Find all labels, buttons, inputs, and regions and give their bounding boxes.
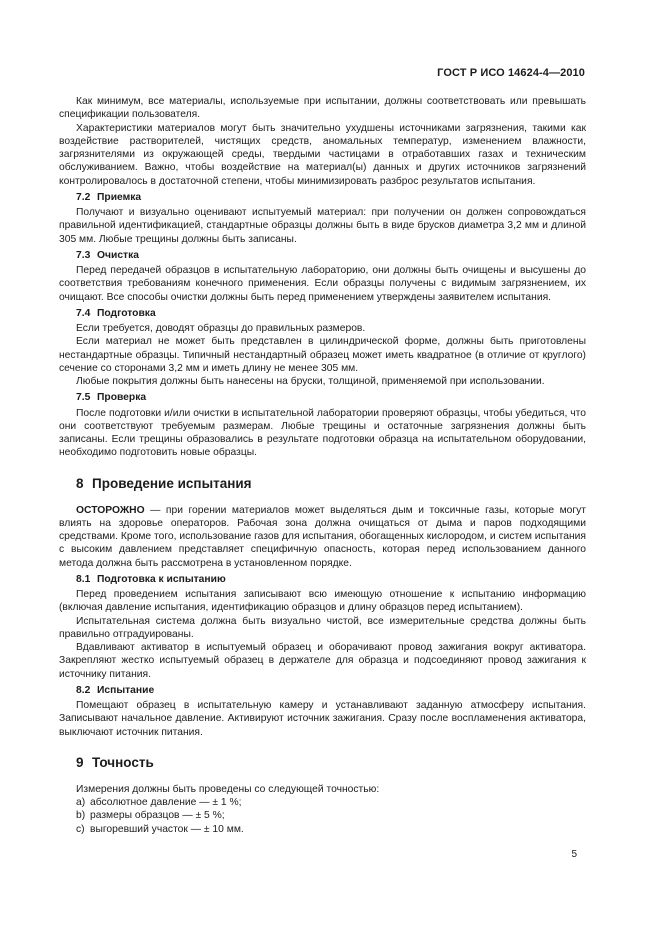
paragraph: Любые покрытия должны быть нанесены на бруски, толщиной, применяемой при использовании. [76, 376, 545, 387]
list-item [76, 809, 586, 822]
subsection-number: 8.1 [76, 573, 91, 585]
subsection-title: Проверка [97, 392, 147, 404]
paragraph: Получают и визуально оценивают испытуемый материал: при получении он должен сопровождаться правильной идентификацией, стандартные образцы должны быть в виде брусков диаметра 3,2 мм и длиной 305 мм. Любые трещины должны быть записаны. [59, 207, 586, 245]
paragraph: Испытательная система должна быть визуально чистой, все измерительные средства должны быть правильно отградуированы. [59, 615, 586, 640]
list-item-text: абсолютное давление — ± 1 %; [90, 797, 242, 808]
document-body [59, 95, 586, 836]
list-marker: a) [76, 797, 86, 808]
subsection-title: Испытание [97, 684, 155, 696]
subsection-number: 7.3 [76, 249, 91, 261]
paragraph: Характеристики материалов могут быть значительно ухудшены источниками загрязнения, такими как воздействие растворителей, чистящих средств, аномальных температур, изменением влажности, загрязнителями из окружающей среды, твердыми частицами в отработавших газах и техническим обслуживанием. Важно, чтобы воздействие на материал(ы) данных и других источников загрязнений контролировалось в достаточной степени, чтобы минимизировать разброс результатов испытания. [59, 122, 586, 187]
subsection-heading-8-2 [76, 684, 586, 697]
list-item-text: размеры образцов — ± 5 %; [90, 810, 225, 822]
paragraph: Если требуется, доводят образцы до правильных размеров. [76, 323, 366, 334]
paragraph: Измерения должны быть проведены со следующей точностью: [76, 783, 380, 795]
subsection-title: Приемка [97, 191, 142, 203]
paragraph: Перед передачей образцов в испытательную лабораторию, они должны быть очищены и высушены до соответствия требованиям конечного применения. Если образцы получены с видимым загрязнением, их очищают. Все способы очистки должны быть перед применением утверждены заявителем испытания. [59, 265, 586, 303]
subsection-title: Подготовка [97, 307, 156, 319]
subsection-number: 7.5 [76, 392, 91, 404]
list-item [76, 823, 586, 836]
subsection-heading-7-2 [76, 191, 586, 204]
paragraph: Перед проведением испытания записывают всю имеющую отношение к испытанию информацию (включая давление испытания, идентификацию образцов и длину образцов перед испытанием). [59, 589, 586, 614]
section-heading-9 [76, 755, 586, 771]
section-title: Проведение испытания [92, 475, 252, 491]
subsection-heading-7-5 [76, 391, 586, 404]
page-number: 5 [571, 849, 577, 860]
accuracy-list [59, 796, 586, 836]
subsection-title: Очистка [97, 249, 139, 261]
paragraph: Если материал не может быть представлен в цилиндрической форме, должны быть приготовлены нестандартные образцы. Типичный нестандартный образец может иметь квадратное (в отличие от круглого) сечение со сторонами 3,2 мм и иметь длину не менее 305 мм. [59, 336, 586, 374]
subsection-heading-8-1 [76, 573, 586, 586]
subsection-heading-7-4 [76, 307, 586, 320]
warning-label: ОСТОРОЖНО [76, 504, 145, 516]
subsection-number: 7.2 [76, 191, 91, 203]
list-item-text: выгоревший участок — ± 10 мм. [90, 823, 244, 835]
list-item [76, 796, 586, 809]
paragraph: Как минимум, все материалы, используемые при испытании, должны соответствовать или превышать спецификации пользователя. [59, 96, 586, 121]
warning-text: — при горении материалов может выделяться дым и токсичные газы, которые могут влиять на здоровье операторов. Рабочая зона должна очищаться от дыма и паров подходящими средствами. Кроме того, использование газов для испытания, обогащенных кислородом, и систем испытания с высоким давлением представляет специфичную опасность, которая перед использованием данного метода должна быть рассмотрена в установленном порядке. [59, 504, 586, 569]
subsection-heading-7-3 [76, 249, 586, 262]
paragraph: После подготовки и/или очистки в испытательной лаборатории проверяют образцы, чтобы убедиться, что они соответствуют требуемым размерам. Любые трещины и остаточные загрязнения должны быть записаны. Если трещины образовались в результате подготовки образца на испытательном оборудовании, необходимо подготовить новые образцы. [59, 407, 586, 459]
section-number: 9 [76, 754, 84, 770]
subsection-title: Подготовка к испытанию [97, 573, 226, 585]
warning-paragraph [59, 504, 586, 570]
subsection-number: 8.2 [76, 684, 91, 696]
subsection-number: 7.4 [76, 307, 91, 319]
list-marker: c) [76, 823, 85, 835]
section-number: 8 [76, 475, 84, 491]
list-marker: b) [76, 810, 86, 822]
paragraph: Помещают образец в испытательную камеру и устанавливают заданную атмосферу испытания. Записывают начальное давление. Активируют источник зажигания. Сразу после воспламенения активатора, выключают источник питания. [59, 700, 586, 738]
document-header: ГОСТ Р ИСО 14624-4—2010 [437, 67, 585, 79]
section-title: Точность [92, 754, 154, 770]
paragraph: Вдавливают активатор в испытуемый образец и оборачивают провод зажигания вокруг активатора. Закрепляют жестко испытуемый образец в держателе для образца и подсоединяют провод зажигания к источнику питания. [59, 642, 586, 680]
section-heading-8 [76, 476, 586, 492]
